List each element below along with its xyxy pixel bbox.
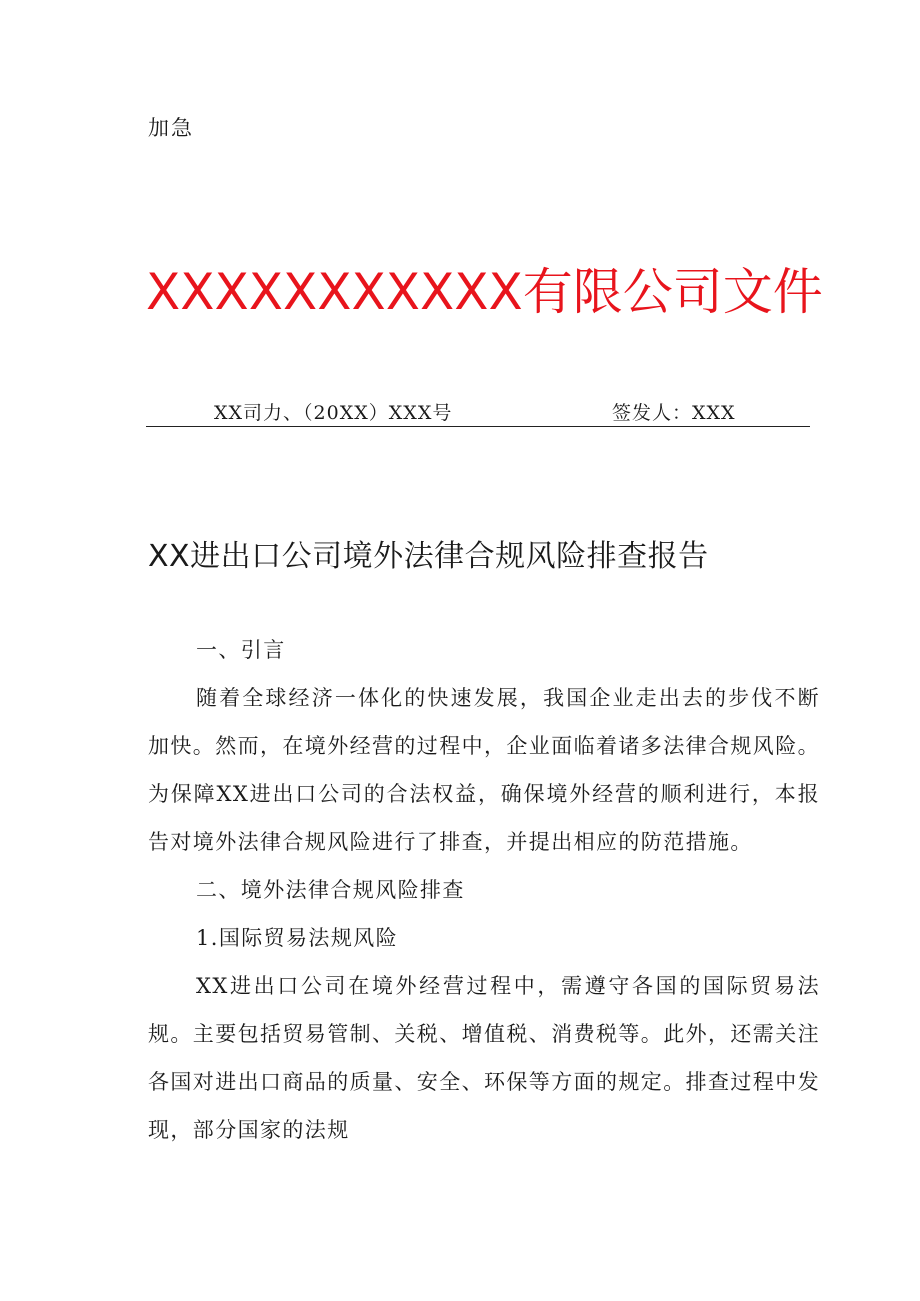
section-heading-review: 二、境外法律合规风险排查 xyxy=(196,878,465,902)
urgency-label: 加急 xyxy=(148,116,194,140)
document-number: XX司力、（20XX）XXX号 xyxy=(214,402,453,424)
header-divider xyxy=(146,426,810,427)
trade-paragraph: XX进出口公司在境外经营过程中，需遵守各国的国际贸易法规。主要包括贸易管制、关税、增值税、消费税等。此外，还需关注各国对进出口商品的质量、安全、环保等方面的规定。排查过程中发现，部分国家的法规 xyxy=(148,974,820,1142)
signer-label: 签发人：XXX xyxy=(612,402,736,424)
intro-paragraph: 随着全球经济一体化的快速发展，我国企业走出去的步伐不断加快。然而，在境外经营的过程中，企业面临着诸多法律合规风险。为保障XX进出口公司的合法权益，确保境外经营的顺利进行，本报告对境外法律合规风险进行了排查，并提出相应的防范措施。 xyxy=(148,686,820,854)
subsection-heading-trade: 1.国际贸易法规风险 xyxy=(196,926,399,950)
document-body xyxy=(148,626,820,1154)
organization-header: XXXXXXXXXXX有限公司文件 xyxy=(146,263,823,321)
section-heading-intro: 一、引言 xyxy=(196,638,286,662)
document-title: XX进出口公司境外法律合规风险排查报告 xyxy=(148,539,709,574)
